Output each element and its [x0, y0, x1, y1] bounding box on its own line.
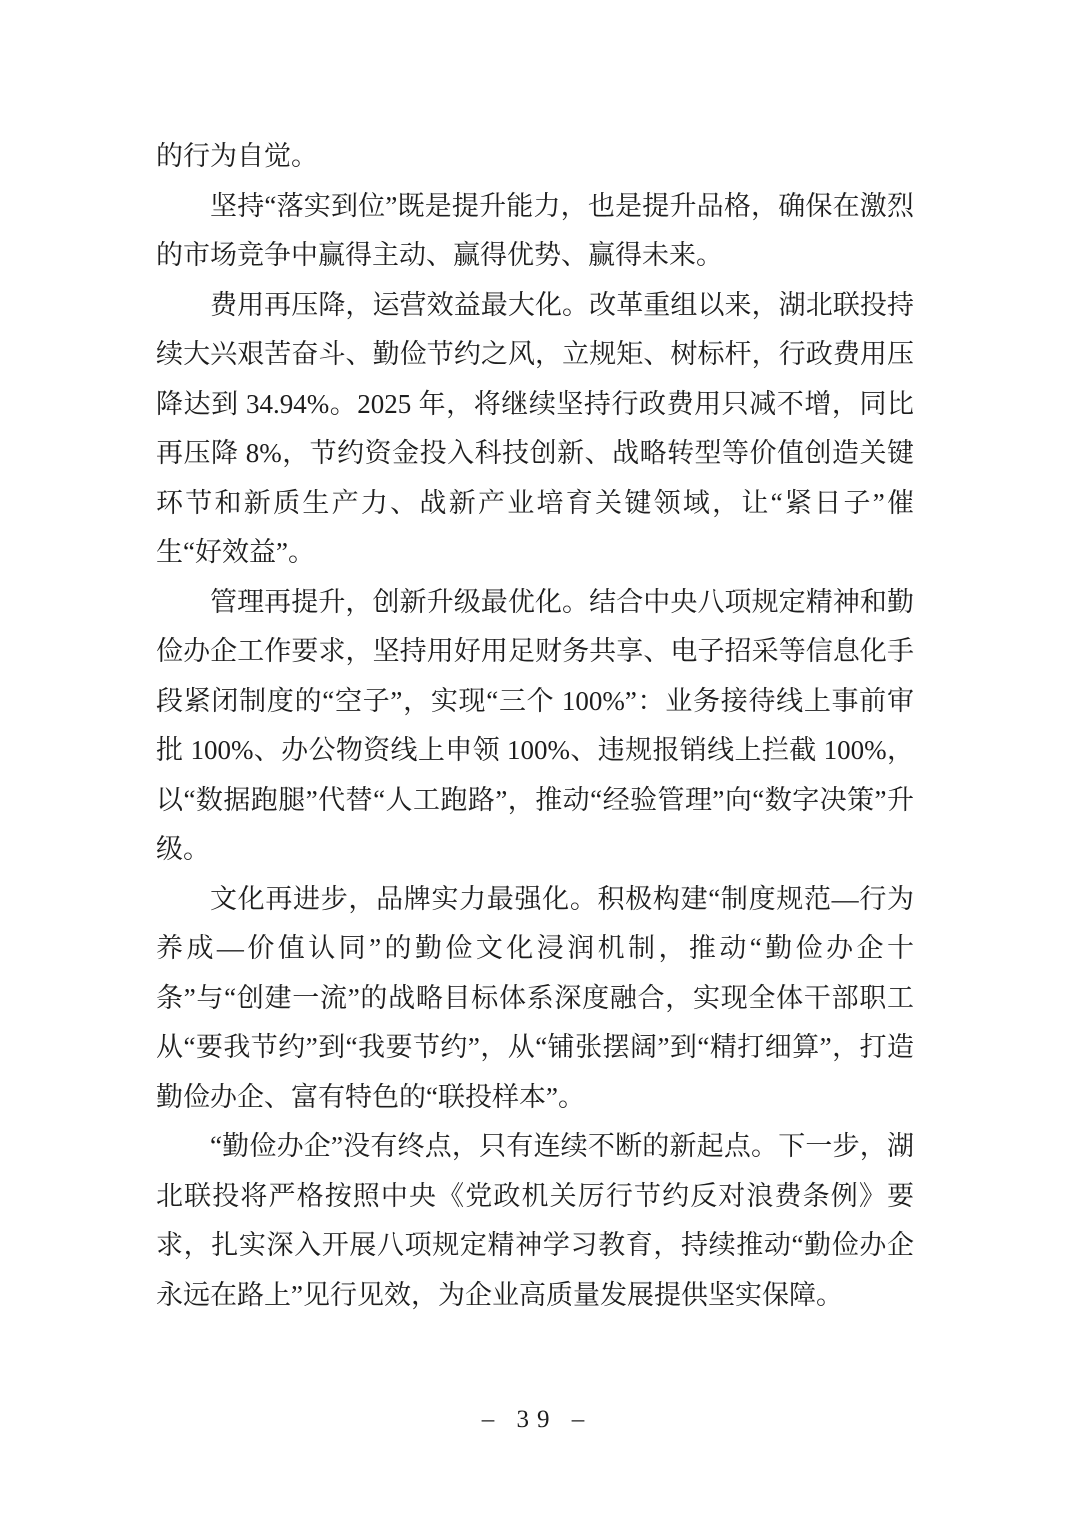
paragraph: 文化再进步，品牌实力最强化。积极构建“制度规范—行为养成—价值认同”的勤俭文化浸润机制，推动“勤俭办企十条”与“创建一流”的战略目标体系深度融合，实现全体干部职工从“要我节约”到“我要节约”，从“铺张摆阔”到“精打细算”，打造勤俭办企、富有特色的“联投样本”。: [156, 883, 914, 1112]
page-number: – 39 –: [481, 1406, 593, 1433]
paragraph: 的行为自觉。: [156, 141, 318, 171]
paragraph: “勤俭办企”没有终点，只有连续不断的新起点。下一步，湖北联投将严格按照中央《党政机关厉行节约反对浪费条例》要求，扎实深入开展八项规定精神学习教育，持续推动“勤俭办企永远在路上”见行见效，为企业高质量发展提供坚实保障。: [156, 1131, 914, 1310]
document-body: [156, 132, 914, 1320]
paragraph: 管理再提升，创新升级最优化。结合中央八项规定精神和勤俭办企工作要求，坚持用好用足财务共享、电子招采等信息化手段紧闭制度的“空子”，实现“三个 100%”：业务接待线上事前审批 100%、办公物资线上申领 100%、违规报销线上拦截 100%，以“数据跑腿”代替“人工跑路”，推动“经验管理”向“数字决策”升级。: [156, 586, 914, 864]
paragraph: 费用再压降，运营效益最大化。改革重组以来，湖北联投持续大兴艰苦奋斗、勤俭节约之风，立规矩、树标杆，行政费用压降达到 34.94%。2025 年，将继续坚持行政费用只减不增，同比再压降 8%，节约资金投入科技创新、战略转型等价值创造关键环节和新质生产力、战新产业培育关键领域，让“紧日子”催生“好效益”。: [156, 289, 914, 567]
paragraph: 坚持“落实到位”既是提升能力，也是提升品格，确保在激烈的市场竞争中赢得主动、赢得优势、赢得未来。: [156, 190, 914, 270]
